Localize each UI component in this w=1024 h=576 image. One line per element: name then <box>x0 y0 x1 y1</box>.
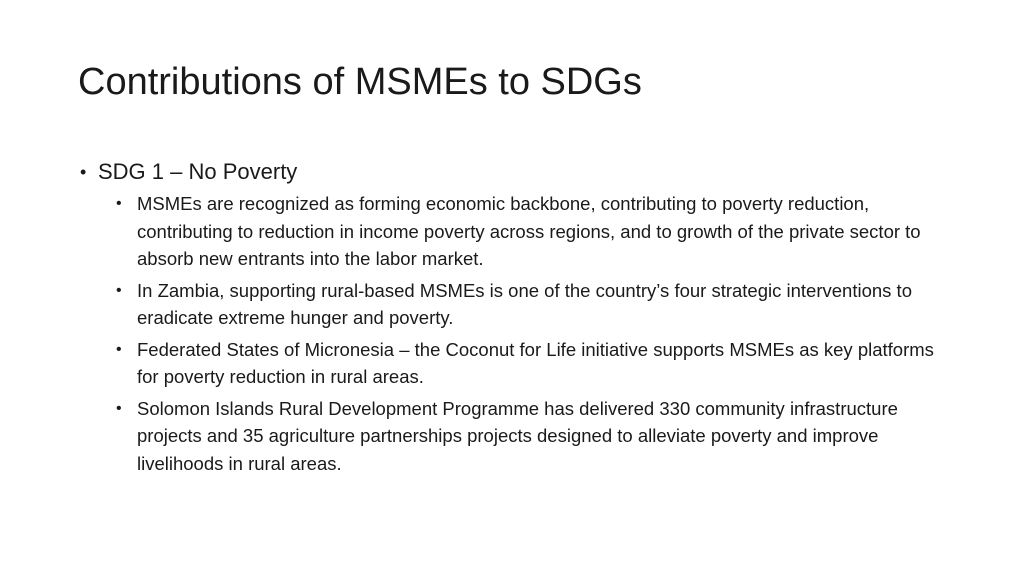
sub-bullet-item <box>80 336 937 391</box>
sub-bullet-item <box>80 277 937 332</box>
sub-bullet-text: In Zambia, supporting rural-based MSMEs is one of the country’s four strategic interventions to eradicate extreme hunger and poverty. <box>137 279 912 328</box>
bullet-dot-icon: • <box>116 195 122 212</box>
bullet-dot-icon: • <box>116 399 122 417</box>
sub-bullet-item <box>80 395 937 478</box>
sub-bullet-list <box>80 190 940 477</box>
sub-bullet-text: MSMEs are recognized as forming economic backbone, contributing to poverty reduction, contributing to reduction in income poverty across regions, and to growth of the private sector to absorb new entrants into the labor market. <box>137 193 921 269</box>
bullet-dot-icon: • <box>116 340 122 358</box>
bullet-sdg1 <box>80 157 940 187</box>
slide-title: Contributions of MSMEs to SDGs <box>78 61 642 103</box>
bullet-dot-icon: • <box>116 281 122 299</box>
slide-body <box>80 157 940 481</box>
bullet-dot-icon: • <box>80 162 87 182</box>
sub-bullet-text: Federated States of Micronesia – the Coconut for Life initiative supports MSMEs as key platforms for poverty reduction in rural areas. <box>137 338 934 387</box>
sub-bullet-item <box>80 190 937 273</box>
sub-bullet-text: Solomon Islands Rural Development Programme has delivered 330 community infrastructure projects and 35 agriculture partnerships projects designed to alleviate poverty and improve livelihoods in rural areas. <box>137 397 898 474</box>
section-heading: SDG 1 – No Poverty <box>98 159 298 184</box>
